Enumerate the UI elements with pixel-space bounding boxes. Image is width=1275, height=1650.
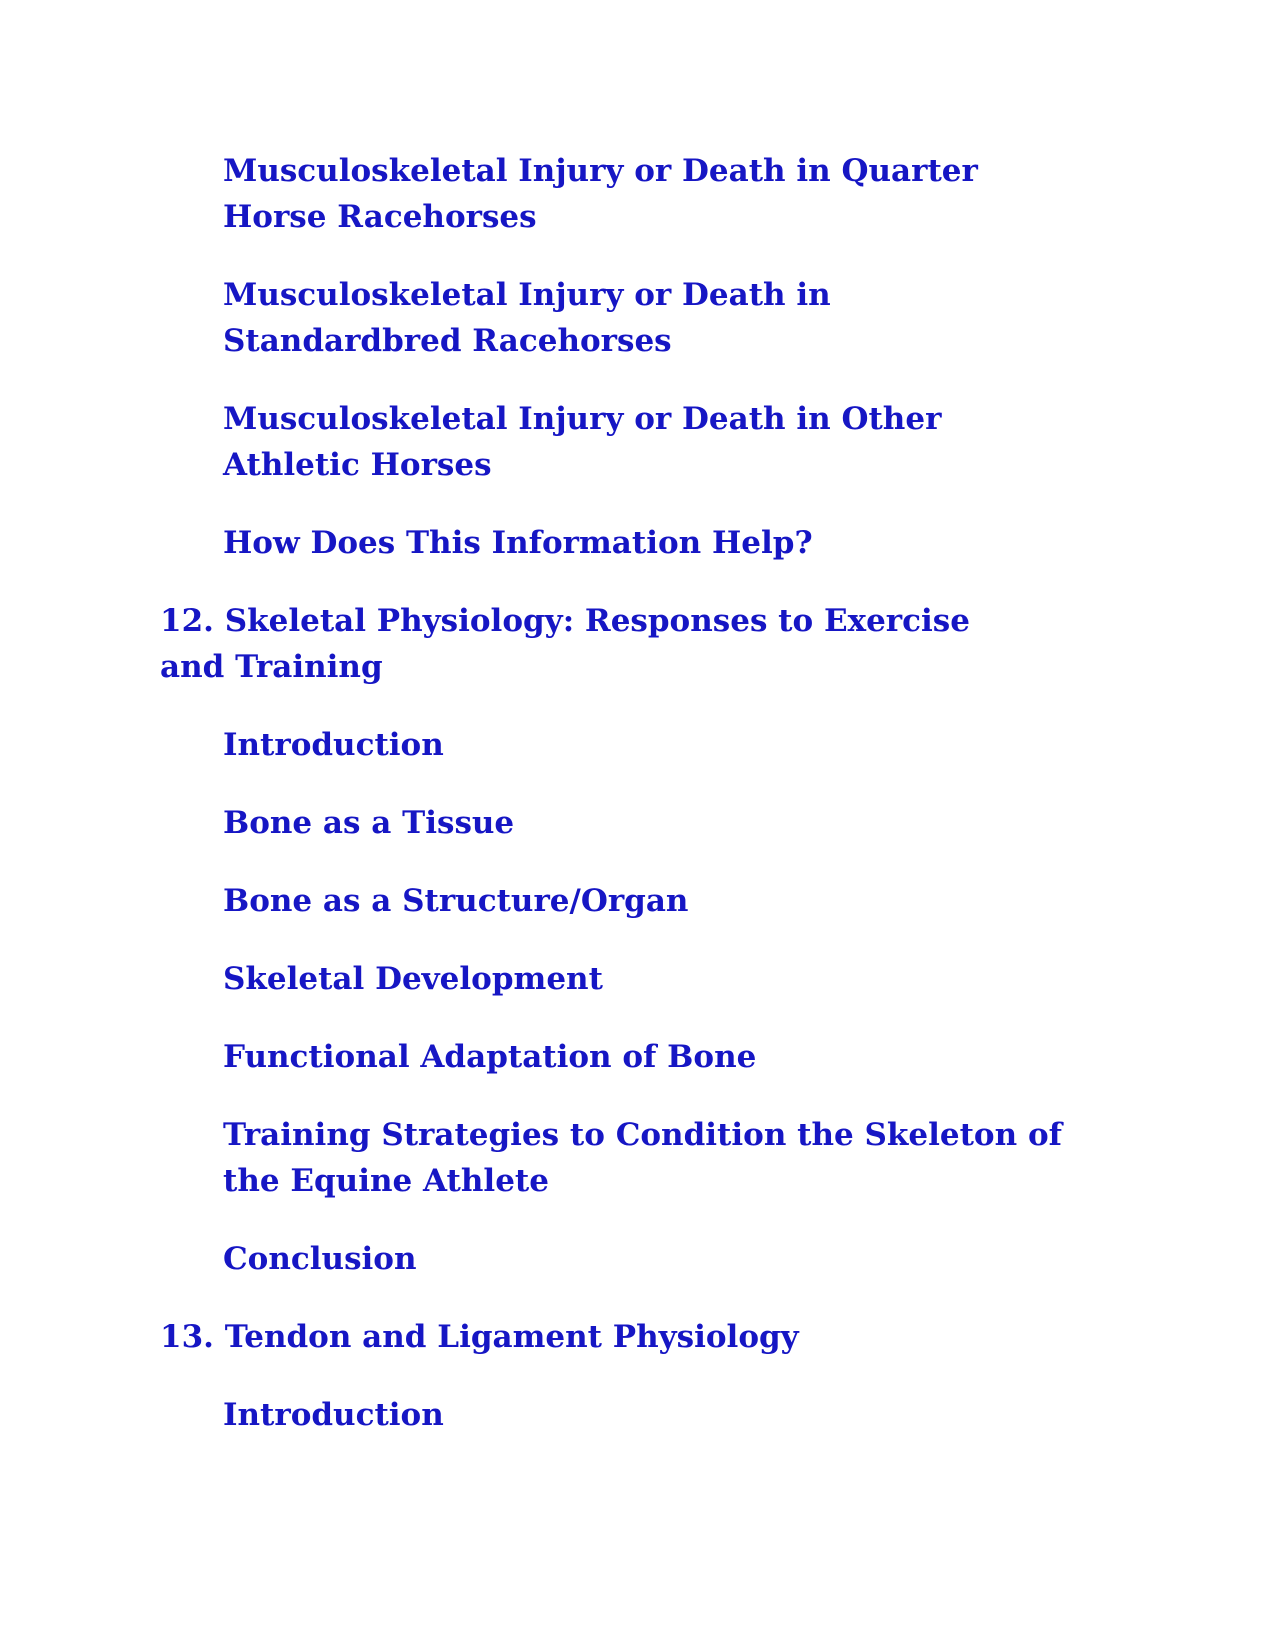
toc-chapter-13-tendon-ligament[interactable]: 13. Tendon and Ligament Physiology (160, 1319, 799, 1355)
toc-link-bone-as-tissue[interactable]: Bone as a Tissue (223, 805, 515, 841)
toc-link-skeletal-development[interactable]: Skeletal Development (223, 961, 603, 997)
toc-link-bone-as-structure[interactable]: Bone as a Structure/Organ (223, 883, 689, 919)
toc-link-quarter-horse-injury[interactable]: Musculoskeletal Injury or Death in Quarter Horse Racehorses (223, 153, 978, 235)
toc-chapter-12-skeletal-physiology[interactable]: 12. Skeletal Physiology: Responses to Exercise and Training (160, 603, 970, 685)
toc-link-conclusion[interactable]: Conclusion (223, 1241, 417, 1277)
toc-link-how-information-helps[interactable]: How Does This Information Help? (223, 525, 813, 561)
toc-link-functional-adaptation[interactable]: Functional Adaptation of Bone (223, 1039, 757, 1075)
toc-link-introduction-ch13[interactable]: Introduction (223, 1397, 444, 1433)
toc-link-training-strategies[interactable]: Training Strategies to Condition the Skeleton of the Equine Athlete (223, 1117, 1062, 1199)
toc-link-standardbred-injury[interactable]: Musculoskeletal Injury or Death in Standardbred Racehorses (223, 277, 831, 359)
toc-link-introduction-ch12[interactable]: Introduction (223, 727, 444, 763)
toc-link-other-athletic-horses-injury[interactable]: Musculoskeletal Injury or Death in Other Athletic Horses (223, 401, 942, 483)
